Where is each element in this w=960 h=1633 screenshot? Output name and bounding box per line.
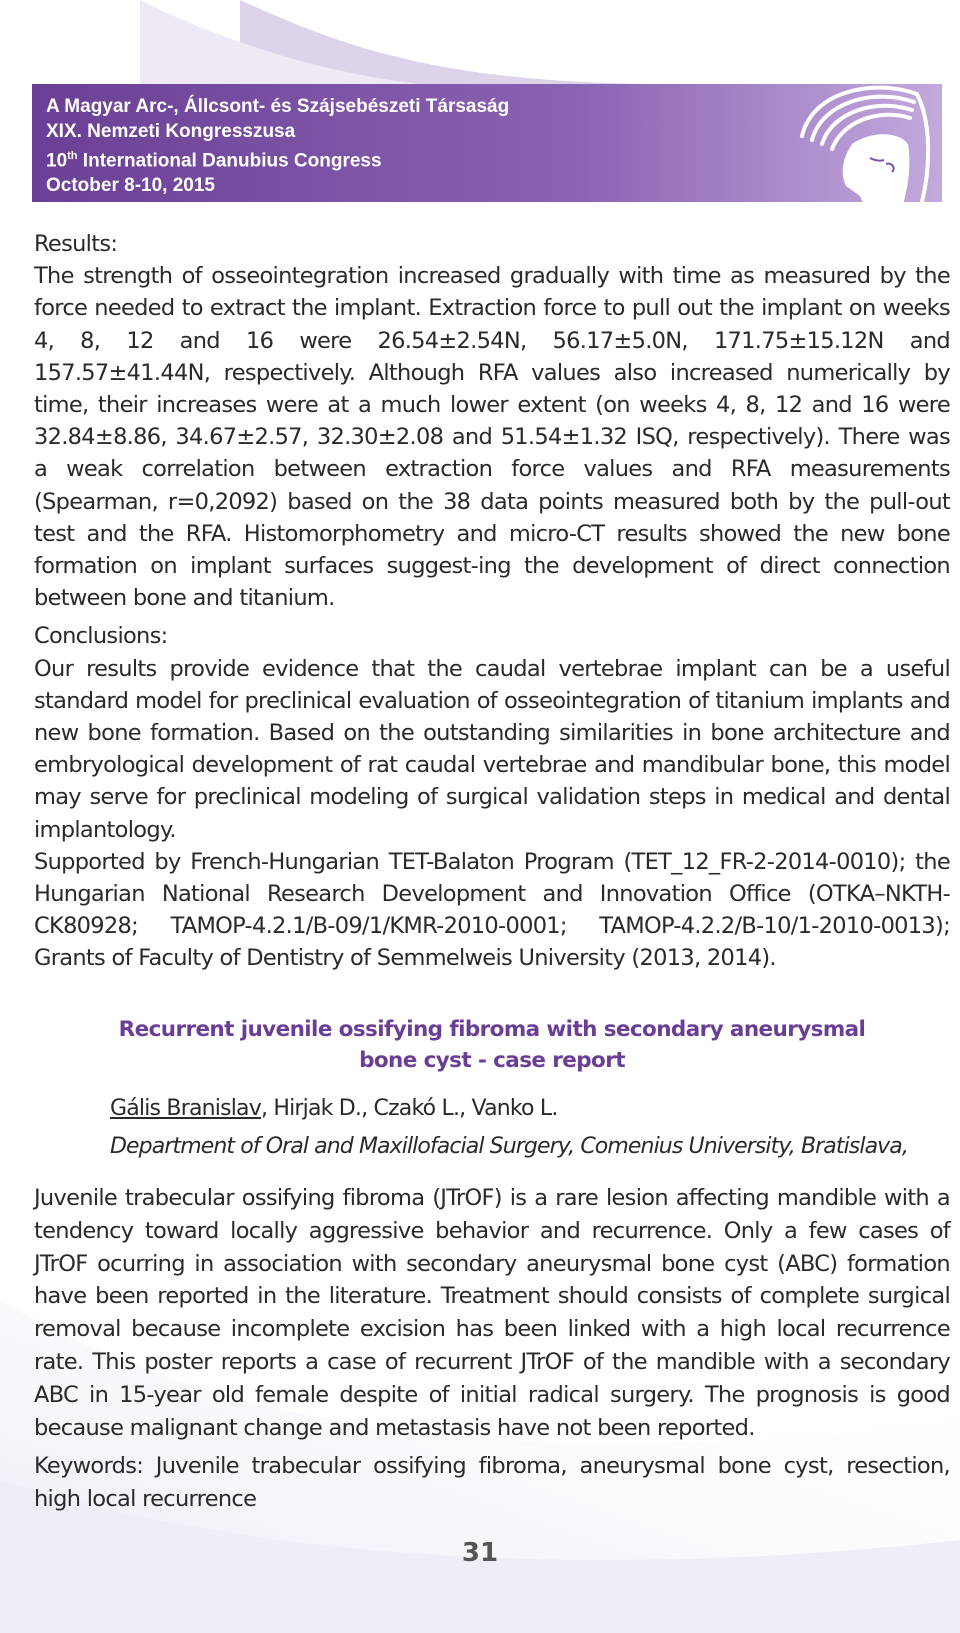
coauthors: , Hirjak D., Czakó L., Vanko L. bbox=[260, 1096, 558, 1121]
presenting-author: Gális Branislav bbox=[110, 1096, 261, 1121]
affiliation: Department of Oral and Maxillofacial Surgery, Comenius University, Bratislava, bbox=[110, 1134, 908, 1159]
page-number: 31 bbox=[461, 1538, 499, 1568]
congress-name: XIX. Nemzeti Kongresszusa bbox=[46, 121, 296, 142]
society-name: A Magyar Arc-, Állcsont- és Szájsebészeti Társaság bbox=[46, 96, 510, 117]
congress-dates: October 8-10, 2015 bbox=[46, 175, 215, 197]
conclusions-heading: Conclusions: bbox=[34, 623, 168, 650]
conclusions-text: Our results provide evidence that the caudal vertebrae implant can be a useful standard model for preclinical evaluation of osseointegration of titanium implants and new bone formation. Based on the outstanding similarities in bone architecture and embryological development of rat caudal vertebrae and mandibular bone, this model may serve for preclinical modeling of surgical validation steps in medical and dental implantology. bbox=[34, 655, 950, 843]
abstract-title-line1: Recurrent juvenile ossifying fibroma with secondary aneurysmal bbox=[118, 1017, 866, 1042]
conference-title bbox=[46, 94, 509, 198]
abstract-title bbox=[34, 1014, 950, 1076]
abstract-body bbox=[34, 1182, 950, 1516]
abstract-text: Juvenile trabecular ossifying fibroma (JTrOF) is a rare lesion affecting mandible with a tendency toward locally aggressive behavior and recurrence. Only a few cases of JTrOF ocurring in association with secondary aneurysmal bone cyst (ABC) formation have been reported in the literature. Treatment should consists of complete surgical removal because incomplete excision has been linked with a high local recurrence rate. This poster reports a case of recurrent JTrOF of the mandible with a secondary ABC in 15-year old female despite of initial radical surgery. The prognosis is good because malignant change and metastasis have not been reported. bbox=[34, 1185, 950, 1441]
author-list bbox=[110, 1096, 558, 1121]
conference-header-banner bbox=[32, 84, 942, 202]
results-text: The strength of osseointegration increased gradually with time as measured by the force needed to extract the implant. Extraction force to pull out the implant on weeks 4, 8, 12 and 16 were 26.54±2.54N, 56.17±5.0N, 171.75±15.12N and 157.57±41.44N, respectively. Although RFA values also increased numerically by time, their increases were at a much lower extent (on weeks 4, 8, 12 and 16 were 32.84±8.86, 34.67±2.57, 32.30±2.08 and 51.54±1.32 ISQ, respectively). There was a weak correlation between extraction force values and RFA measurements (Spearman, r=0,2092) based on the 38 data points measured both by the pull-out test and the RFA. Histomorphometry and micro-CT results showed the new bone formation on implant surfaces suggest-ing the development of direct connection between bone and titanium. bbox=[34, 263, 950, 612]
helmet-logo-icon bbox=[782, 74, 942, 214]
funding-statement: Supported by French-Hungarian TET-Balaton Program (TET_12_FR-2-2014-0010); the Hungarian National Research Development and Innovation Office (OTKA–NKTH-CK80928; TAMOP-4.2.1/B-09/1/KMR-2010-0001; TAMOP-4.2.2/B-10/1-2010-0013); Grants of Faculty of Dentistry of Semmelweis University (2013, 2014). bbox=[34, 848, 950, 972]
article-continuation bbox=[34, 228, 950, 975]
results-heading: Results: bbox=[34, 231, 118, 257]
abstract-title-line2: bone cyst - case report bbox=[359, 1048, 625, 1073]
keywords: Keywords: Juvenile trabecular ossifying fibroma, aneurysmal bone cyst, resection, high local recurrence bbox=[34, 1453, 950, 1513]
congress-international: 10th International Danubius Congress bbox=[46, 150, 382, 172]
